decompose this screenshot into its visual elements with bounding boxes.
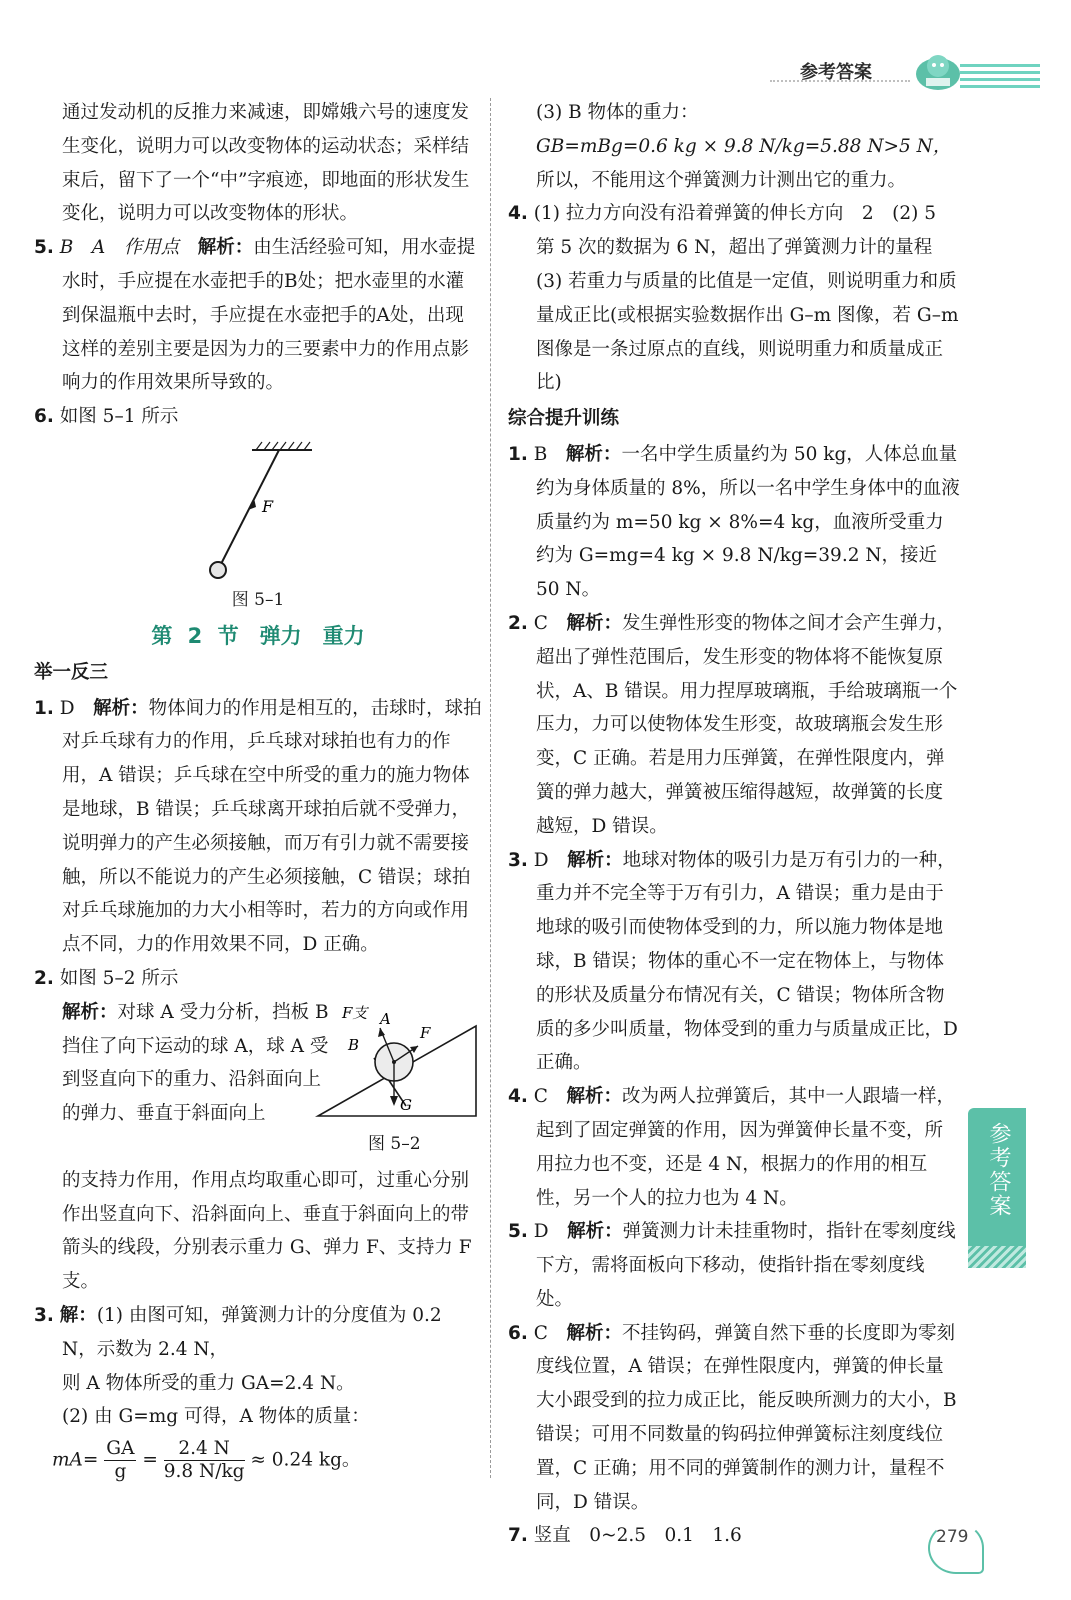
q6-number: 6. — [34, 406, 54, 428]
q2-analysis-label: 解析： — [62, 1001, 118, 1023]
q2-text: 如图 5–2 所示 — [59, 967, 179, 989]
r6-analysis-label: 解析： — [566, 1322, 622, 1344]
pendulum-diagram — [194, 440, 314, 580]
section-title: 第 2 节 弹力 重力 — [151, 623, 365, 648]
fig2-caption: 图 5–2 — [368, 1133, 421, 1154]
q3-answer — [34, 1299, 482, 1367]
r1-choice: B — [533, 443, 548, 465]
q3-line2: 则 A 物体所受的重力 GA=2.4 N。 — [62, 1372, 355, 1394]
q3-eq-equals: = — [142, 1449, 158, 1471]
q3-line1: (1) 由图可知，弹簧测力计的分度值为 0.2 N，示数为 2.4 N， — [62, 1304, 442, 1360]
fig2-label-g: G — [400, 1095, 412, 1114]
r6-answer — [508, 1317, 960, 1520]
side-tab — [968, 1108, 1026, 1268]
sub-heading-practice: 举一反三 — [34, 661, 109, 683]
mascot-icon — [908, 48, 968, 94]
left-column — [34, 96, 482, 1483]
r2-analysis-label: 解析： — [566, 612, 622, 634]
q2-analysis-block — [34, 996, 482, 1164]
r3-number: 3. — [508, 849, 528, 871]
q3-eq-fraction-1 — [104, 1438, 136, 1483]
figure-5-1 — [34, 440, 482, 616]
r4-analysis-label: 解析： — [566, 1086, 622, 1108]
header-label: 参考答案 — [800, 62, 872, 83]
r2-number: 2. — [508, 612, 528, 634]
q1-number: 1. — [34, 697, 54, 719]
r3-answer — [508, 844, 960, 1081]
q4-line2: 第 5 次的数据为 6 N，超出了弹簧测力计的量程 — [536, 237, 933, 259]
r1-analysis: 一名中学生质量约为 50 kg，人体总血量约为身体质量的 8%，所以一名中学生身体中的血液质量约为 m=50 kg × 8%=4 kg，血液所受重力约为 G=mg=4 kg × 9.8 N/kg=39.2 N，接近 50 N。 — [536, 443, 960, 601]
r5-number: 5. — [508, 1221, 528, 1243]
q2-analysis-b: 的支持力作用，作用点均取重心即可，过重心分别作出竖直向下、沿斜面向上、垂直于斜面向上的带箭头的线段，分别表示重力 G、弹力 F、支持力 F支。 — [62, 1169, 472, 1293]
q3-equation — [34, 1438, 482, 1483]
q1-analysis-label: 解析： — [93, 697, 149, 719]
r3-analysis-label: 解析： — [567, 849, 623, 871]
q3-line3: (2) 由 G=mg 可得，A 物体的质量： — [62, 1406, 370, 1428]
r7-text: 竖直 0~2.5 0.1 1.6 — [533, 1525, 742, 1547]
fig1-force-label: F — [262, 496, 274, 516]
column-divider — [490, 98, 491, 1478]
r6-analysis: 不挂钩码，弹簧自然下垂的长度即为零刻度线位置，A 错误；在弹性限度内，弹簧的伸长量大小跟受到的拉力成正比，能反映所测力的大小，B 错误；可用不同数量的钩码拉伸弹簧标注刻度线位置，C 正确；用不同的弹簧制作的测力计，量程不同，D 错误。 — [536, 1322, 957, 1513]
r7-answer — [508, 1519, 960, 1553]
q5-analysis: 由生活经验可知，用水壶提水时，手应提在水壶把手的B处；把水壶里的水灌到保温瓶中去时，手应提在水壶把手的A处，出现这样的差别主要是因为力的三要素中力的作用点影响力的作用效果所导致的。 — [62, 237, 476, 394]
q4-continuation: 通过发动机的反推力来减速，即嫦娥六号的速度发生变化，说明力可以改变物体的运动状态；采样结束后，留下了一个“中”字痕迹，即地面的形状发生变化，说明力可以改变物体的形状。 — [62, 102, 470, 225]
q4-line3: (3) 若重力与质量的比值是一定值，则说明重力和质量成正比(或根据实验数据作出 G–m 图像，若 G–m 图像是一条过原点的直线，则说明重力和质量成正比) — [536, 270, 959, 394]
r2-answer — [508, 607, 960, 844]
q3-number: 3. — [34, 1304, 54, 1326]
q4-answer — [508, 197, 960, 231]
q4-number: 4. — [508, 203, 528, 225]
page-number: 279 — [936, 1527, 969, 1547]
r1-answer — [508, 438, 960, 607]
r7-number: 7. — [508, 1525, 528, 1547]
r5-analysis: 弹簧测力计未挂重物时，指针在零刻度线下方，需将面板向下移动，使指针指在零刻度线处。 — [536, 1221, 956, 1310]
r3-choice: D — [533, 849, 549, 871]
r3-analysis: 地球对物体的吸引力是万有引力的一种，重力并不完全等于万有引力，A 错误；重力是由于地球的吸引而使物体受到的力，所以施力物体是地球，B 错误；物体的重心不一定在物体上，与物体的形状及质量分布情况有关，C 错误；物体所含物质的多少叫质量，物体受到的重力与质量成正比，D 正确。 — [536, 849, 958, 1074]
r4-choice: C — [533, 1086, 548, 1108]
q6-answer — [34, 400, 482, 434]
q3-eq-lhs: mA= — [52, 1449, 99, 1471]
sub-heading-advanced: 综合提升训练 — [508, 408, 620, 430]
q3-solution-label: 解： — [59, 1304, 97, 1326]
q2-analysis-text-a: 对球 A 受力分析，挡板 B 挡住了向下运动的球 A，球 A 受到竖直向下的重力、沿斜面向上的弹力、垂直于斜面向上 — [62, 1001, 329, 1125]
fig1-caption: 图 5–1 — [231, 589, 285, 610]
q5-number: 5. — [34, 237, 54, 259]
q4-line1: (1) 拉力方向没有沿着弹簧的伸长方向 2 (2) 5 — [533, 203, 937, 225]
q5-answer — [34, 231, 482, 400]
figure-5-2 — [314, 996, 484, 1124]
r2-choice: C — [533, 612, 548, 634]
q3-eq-frac1-top: GA — [106, 1438, 135, 1460]
q3-part3-line1: (3) B 物体的重力： — [536, 102, 699, 123]
r4-answer — [508, 1080, 960, 1215]
q5-analysis-label: 解析： — [197, 237, 254, 259]
q3-eq-fraction-2 — [164, 1438, 245, 1483]
q1-answer — [34, 692, 482, 962]
fig2-label-a: A — [380, 1009, 391, 1028]
right-column — [508, 96, 960, 1553]
q3-eq-rhs: ≈ 0.24 kg。 — [250, 1449, 361, 1471]
fig2-label-b: B — [348, 1035, 360, 1054]
q3-part3-line3: 所以，不能用这个弹簧测力计测出它的重力。 — [536, 169, 907, 191]
r6-number: 6. — [508, 1322, 528, 1344]
q2-analysis-a — [34, 996, 332, 1131]
q6-text: 如图 5–1 所示 — [59, 406, 179, 428]
q1-choice: D — [59, 697, 75, 719]
r6-choice: C — [533, 1322, 548, 1344]
side-tab-label: 参考答案 — [986, 1122, 1011, 1218]
q5-choice: B A 作用点 — [59, 237, 180, 259]
q1-analysis: 物体间力的作用是相互的，击球时，球拍对乒乓球有力的作用，乒乓球对球拍也有力的作用，A 错误；乒乓球在空中所受的重力的施力物体是地球，B 错误；乒乓球离开球拍后就不受弹力，说明弹力的产生必须接触，而万有引力就不需要接触，所以不能说力的产生必须接触，C 错误；球拍对乒乓球施加的力大小相等时，若力的方向或作用点不同，力的作用效果不同，D 正确。 — [62, 697, 482, 956]
side-tab-stripes — [968, 1246, 1026, 1268]
q3-part3-line2: GB=mBg=0.6 kg × 9.8 N/kg=5.88 N>5 N， — [536, 135, 952, 157]
r5-choice: D — [533, 1221, 549, 1243]
r4-number: 4. — [508, 1086, 528, 1108]
r4-analysis: 改为两人拉弹簧后，其中一人跟墙一样，起到了固定弹簧的作用，因为弹簧伸长量不变，所用拉力也不变，还是 4 N，根据力的作用的相互性，另一个人的拉力也为 4 N。 — [536, 1086, 955, 1209]
r2-analysis: 发生弹性形变的物体之间才会产生弹力，超出了弹性范围后，发生形变的物体将不能恢复原状，A、B 错误。用力捏厚玻璃瓶，手给玻璃瓶一个压力，力可以使物体发生形变，故玻璃瓶会发生形变，C 正确。若是用力压弹簧，在弹性限度内，弹簧的弹力越大，弹簧被压缩得越短，故弹簧的长度越短，D 错误。 — [536, 612, 958, 837]
fig2-label-f: F — [420, 1023, 431, 1042]
r5-analysis-label: 解析： — [567, 1221, 623, 1243]
q2-answer — [34, 962, 482, 996]
q3-eq-frac2-top: 2.4 N — [164, 1438, 245, 1461]
q3-eq-frac1-bottom: g — [114, 1461, 127, 1483]
header-stripes — [960, 64, 1040, 90]
fig2-label-fsup: F支 — [342, 1003, 368, 1022]
q2-number: 2. — [34, 967, 54, 989]
r1-analysis-label: 解析： — [565, 443, 622, 465]
r5-answer — [508, 1215, 960, 1316]
r1-number: 1. — [508, 443, 528, 465]
q3-eq-frac2-bottom: 9.8 N/kg — [163, 1461, 245, 1483]
